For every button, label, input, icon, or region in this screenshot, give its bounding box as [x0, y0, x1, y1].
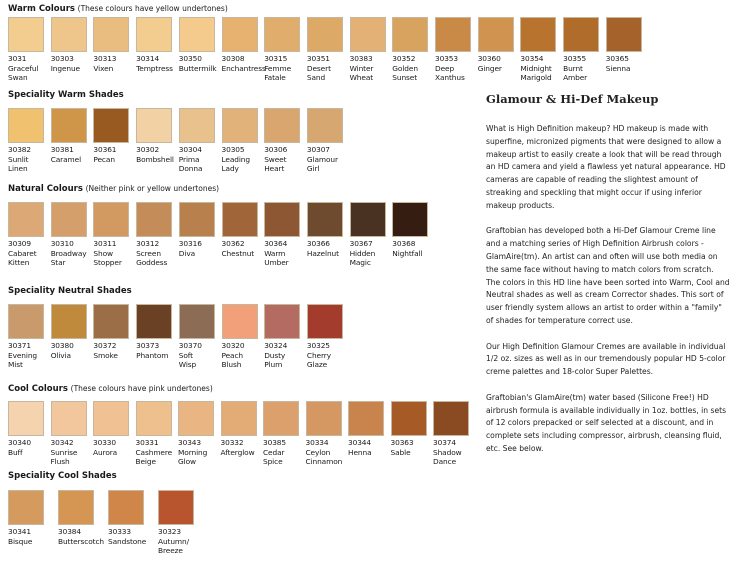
swatch-label	[307, 341, 359, 370]
swatch-chip	[222, 17, 258, 52]
swatch-chip	[222, 108, 258, 143]
swatch-name: Glamour Girl	[306, 154, 338, 174]
color-swatch	[93, 401, 129, 457]
swatch-chip	[392, 202, 428, 237]
swatch-chip	[8, 202, 44, 237]
swatch-code: 30351	[306, 54, 330, 63]
swatch-name: Ginger	[477, 63, 502, 73]
swatch-chip	[51, 401, 87, 436]
swatch-chip	[158, 490, 194, 525]
color-swatch	[349, 17, 386, 83]
section-heading-speciality-warm	[8, 90, 124, 100]
swatch-code: 30309	[8, 239, 32, 248]
color-swatch	[50, 401, 87, 467]
swatch-code: 30383	[349, 54, 373, 63]
color-swatch	[220, 401, 257, 457]
panel-body	[486, 123, 730, 469]
color-swatch	[392, 17, 428, 83]
swatch-code: 30342	[50, 438, 74, 447]
color-swatch	[390, 401, 427, 457]
swatch-chip	[222, 304, 258, 339]
color-swatch	[8, 108, 44, 174]
swatch-label	[8, 527, 60, 546]
swatch-chip	[520, 17, 556, 52]
swatch-name: Winter Wheat	[349, 63, 374, 83]
swatch-code: 30330	[93, 438, 117, 447]
section-heading-natural	[8, 184, 219, 194]
swatch-name: Henna	[348, 447, 372, 457]
swatch-code: 30310	[50, 239, 74, 248]
swatch-code: 30381	[50, 145, 74, 154]
swatch-chip	[478, 17, 514, 52]
swatch-code: 30365	[605, 54, 629, 63]
color-swatch	[435, 17, 471, 83]
swatch-chip	[93, 108, 129, 143]
swatch-label	[392, 239, 444, 258]
color-swatch	[264, 202, 300, 268]
swatch-name: Soft Wisp	[178, 350, 197, 370]
swatch-chip	[433, 401, 469, 436]
swatch-name: Smoke	[93, 350, 118, 360]
swatch-chip	[58, 490, 94, 525]
color-swatch	[221, 108, 258, 174]
swatch-name: Warm Umber	[264, 248, 289, 268]
swatch-code: 30302	[136, 145, 160, 154]
color-swatch	[520, 17, 556, 83]
swatch-name: Midnight Marigold	[520, 63, 552, 83]
swatch-chip	[178, 401, 214, 436]
swatch-chip	[264, 17, 300, 52]
swatch-name: Prima Donna	[178, 154, 203, 174]
swatch-code: 30331	[135, 438, 159, 447]
color-swatch	[93, 304, 129, 360]
swatch-code: 30366	[306, 239, 330, 248]
section-title: Natural Colours	[8, 184, 83, 194]
swatch-name: Caramel	[50, 154, 82, 164]
color-swatch	[93, 108, 129, 164]
swatch-chip	[51, 202, 87, 237]
swatch-chip	[108, 490, 144, 525]
swatch-code: 30334	[305, 438, 329, 447]
swatch-name: Vixen	[93, 63, 114, 73]
swatch-name: Hazelnut	[306, 248, 339, 258]
swatch-chip	[136, 108, 172, 143]
swatch-code: 30306	[264, 145, 288, 154]
swatch-name: Cabaret Kitten	[8, 248, 37, 268]
swatch-chip	[563, 17, 599, 52]
swatch-name: Autumn/ Breeze	[158, 536, 189, 556]
swatch-chip	[306, 401, 342, 436]
swatch-name: Evening Mist	[8, 350, 38, 370]
color-swatch	[135, 401, 173, 467]
section-heading-cool	[8, 384, 213, 394]
swatch-code: 30305	[221, 145, 245, 154]
swatch-code: 30361	[93, 145, 117, 154]
swatch-code: 30367	[349, 239, 373, 248]
swatch-label	[158, 527, 210, 556]
swatch-name: Sienna	[605, 63, 631, 73]
swatch-chip	[93, 401, 129, 436]
swatch-name: Hidden Magic	[349, 248, 376, 268]
color-swatch	[58, 490, 105, 546]
swatch-chip	[93, 17, 129, 52]
swatch-label	[307, 145, 359, 174]
swatch-code: 30384	[58, 527, 82, 536]
color-swatch	[136, 108, 174, 164]
color-swatch	[264, 304, 300, 370]
swatch-code: 30316	[178, 239, 202, 248]
color-swatch	[8, 304, 44, 370]
swatch-code: 30364	[264, 239, 288, 248]
swatch-chip	[350, 17, 386, 52]
swatch-code: 30374	[433, 438, 457, 447]
swatch-code: 30362	[221, 239, 245, 248]
swatch-chip	[263, 401, 299, 436]
color-swatch	[263, 401, 299, 467]
swatch-chip	[307, 304, 343, 339]
color-swatch	[349, 202, 386, 268]
swatch-code: 30352	[392, 54, 416, 63]
swatch-name: Leading Lady	[221, 154, 250, 174]
swatch-name: Screen Goddess	[136, 248, 168, 268]
swatch-label	[606, 54, 658, 73]
swatch-chip	[8, 490, 44, 525]
color-swatch	[221, 202, 258, 258]
swatch-chip	[606, 17, 642, 52]
section-heading-warm	[8, 4, 228, 14]
swatch-name: Ceylon Cinnamon	[305, 447, 343, 467]
section-title: Speciality Warm Shades	[8, 90, 124, 100]
swatch-chip	[221, 401, 257, 436]
color-swatch	[305, 401, 343, 467]
swatch-name: Phantom	[136, 350, 169, 360]
swatch-chip	[8, 108, 44, 143]
swatch-code: 30308	[221, 54, 245, 63]
color-swatch	[563, 17, 599, 83]
swatch-name: Temptress	[136, 63, 173, 73]
swatch-name: Desert Sand	[306, 63, 331, 83]
section-heading-speciality-cool	[8, 471, 117, 481]
swatch-name: Graceful Swan	[8, 63, 39, 83]
swatch-name: Golden Sunset	[392, 63, 418, 83]
swatch-chip	[391, 401, 427, 436]
swatch-name: Sunrise Flush	[50, 447, 78, 467]
color-swatch	[306, 304, 343, 370]
panel-paragraph: What is High Definition makeup? HD makeup is made with superfine, micronized pigments that were designed to allow a makeup artist to easily create a look that will be read through an HD camera and yield a flawless yet natural appearance. HD cameras are capable of reading the slightest amount of streaking and speckling that might occur if using inferior makeup products.	[486, 124, 726, 210]
swatch-name: Broadway Star	[50, 248, 87, 268]
swatch-code: 30340	[8, 438, 32, 447]
swatch-code: 30368	[392, 239, 416, 248]
color-swatch	[178, 401, 214, 467]
swatch-chip	[307, 108, 343, 143]
swatch-name: Cherry Glaze	[306, 350, 332, 370]
swatch-code: 30341	[8, 527, 32, 536]
section-title: Warm Colours	[8, 4, 75, 14]
swatch-code: 30344	[348, 438, 372, 447]
swatch-code: 30312	[136, 239, 160, 248]
swatch-name: Aurora	[93, 447, 118, 457]
swatch-name: Cashmere Beige	[135, 447, 173, 467]
swatch-chip	[179, 304, 215, 339]
swatch-code: 30325	[306, 341, 330, 350]
color-swatch	[306, 17, 343, 83]
color-swatch	[136, 304, 172, 360]
color-swatch	[8, 401, 44, 457]
swatch-name: Burnt Amber	[563, 63, 588, 83]
section-title: Speciality Cool Shades	[8, 471, 117, 481]
swatch-code: 30320	[221, 341, 245, 350]
swatch-code: 30373	[136, 341, 160, 350]
swatch-name: Enchantress	[221, 63, 266, 73]
swatch-chip	[136, 17, 172, 52]
swatch-code: 30333	[108, 527, 132, 536]
swatch-chip	[8, 304, 44, 339]
panel-title: Glamour & Hi-Def Makeup	[486, 92, 659, 106]
swatch-chip	[264, 304, 300, 339]
swatch-code: 30313	[93, 54, 117, 63]
section-note: (These colours have pink undertones)	[70, 384, 213, 393]
swatch-code: 30363	[390, 438, 414, 447]
swatch-chip	[264, 202, 300, 237]
section-heading-speciality-neutral	[8, 286, 132, 296]
section-note: (Neither pink or yellow undertones)	[85, 184, 220, 193]
swatch-code: 30350	[178, 54, 202, 63]
swatch-chip	[307, 202, 343, 237]
swatch-chip	[222, 202, 258, 237]
color-swatch	[306, 202, 343, 258]
swatch-chip	[435, 17, 471, 52]
swatch-chip	[392, 17, 428, 52]
swatch-name: Nightfall	[392, 248, 423, 258]
swatch-code: 30332	[220, 438, 244, 447]
swatch-code: 30370	[178, 341, 202, 350]
color-swatch	[93, 202, 129, 268]
color-swatch	[50, 304, 87, 360]
color-swatch	[392, 202, 428, 258]
swatch-name: Dusty Plum	[264, 350, 286, 370]
swatch-name: Sweet Heart	[264, 154, 287, 174]
color-swatch	[221, 17, 266, 73]
swatch-name: Ingenue	[50, 63, 81, 73]
swatch-code: 30323	[158, 527, 182, 536]
swatch-name: Deep Xanthus	[435, 63, 465, 83]
swatch-chip	[51, 17, 87, 52]
swatch-name: Cedar Spice	[263, 447, 285, 467]
swatch-name: Butterscotch	[58, 536, 105, 546]
swatch-name: Peach Blush	[221, 350, 244, 370]
swatch-code: 30307	[306, 145, 330, 154]
swatch-name: Sable	[390, 447, 411, 457]
swatch-code: 30360	[477, 54, 501, 63]
section-title: Speciality Neutral Shades	[8, 286, 132, 296]
color-swatch	[264, 17, 300, 83]
swatch-code: 30385	[263, 438, 287, 447]
swatch-code: 30324	[264, 341, 288, 350]
swatch-chip	[93, 202, 129, 237]
swatch-name: Sunlit Linen	[8, 154, 29, 174]
swatch-chip	[348, 401, 384, 436]
swatch-code: 30355	[563, 54, 587, 63]
swatch-code: 30314	[136, 54, 160, 63]
swatch-name: Olivia	[50, 350, 71, 360]
swatch-code: 3031	[8, 54, 27, 63]
color-swatch	[264, 108, 300, 174]
color-swatch	[178, 304, 215, 370]
swatch-chip	[136, 202, 172, 237]
swatch-chip	[350, 202, 386, 237]
color-swatch	[50, 17, 87, 73]
swatch-code: 30372	[93, 341, 117, 350]
color-swatch	[108, 490, 147, 546]
color-swatch	[178, 108, 215, 174]
swatch-code: 30353	[435, 54, 459, 63]
panel-paragraph: Graftobian's GlamAire(tm) water based (Silicone Free!) HD airbrush formula is available individually in 1oz. bottles, in sets of 12 colors prepacked or self selected at a discount, and in complete sets including compressor, airbrush, cleansing fluid, etc. See below.	[486, 392, 727, 453]
swatch-name: Bisque	[8, 536, 33, 546]
swatch-chip	[264, 108, 300, 143]
color-swatch	[50, 108, 87, 164]
swatch-chip	[8, 17, 44, 52]
swatch-chip	[51, 108, 87, 143]
swatch-name: Femme Fatale	[264, 63, 292, 83]
swatch-code: 30354	[520, 54, 544, 63]
section-title: Cool Colours	[8, 384, 68, 394]
swatch-code: 30303	[50, 54, 74, 63]
color-swatch	[50, 202, 87, 268]
color-swatch	[158, 490, 194, 556]
swatch-chip	[179, 202, 215, 237]
color-swatch	[8, 202, 44, 268]
color-swatch	[93, 17, 129, 73]
color-swatch	[348, 401, 384, 457]
swatch-chip	[51, 304, 87, 339]
swatch-label	[58, 527, 110, 546]
swatch-name: Pecan	[93, 154, 115, 164]
swatch-code: 30371	[8, 341, 32, 350]
swatch-label	[108, 527, 160, 546]
swatch-chip	[136, 401, 172, 436]
swatch-name: Buttermilk	[178, 63, 217, 73]
color-swatch	[178, 202, 215, 258]
color-swatch	[178, 17, 217, 73]
color-swatch	[433, 401, 469, 467]
swatch-code: 30380	[50, 341, 74, 350]
color-swatch	[477, 17, 514, 73]
color-swatch	[221, 304, 258, 370]
swatch-name: Diva	[178, 248, 196, 258]
swatch-chip	[136, 304, 172, 339]
swatch-chip	[307, 17, 343, 52]
color-swatch	[136, 202, 172, 268]
panel-paragraph: Graftobian has developed both a Hi-Def Glamour Creme line and a matching series of High Definition Airbrush colors - GlamAire(tm). An artist can and often will use both media on the same face without having to match colors from scratch. The colors in this HD line have been sorted into Warm, Cool and Neutral shades as well as cream Corrector shades. This sort of user friendly system allows an artist to order within a "family" of shades for temperature correct use.	[486, 226, 730, 325]
swatch-name: Show Stopper	[93, 248, 122, 268]
swatch-name: Buff	[8, 447, 23, 457]
swatch-chip	[179, 108, 215, 143]
swatch-name: Afterglow	[220, 447, 255, 457]
swatch-name: Chestnut	[221, 248, 255, 258]
swatch-chip	[8, 401, 44, 436]
swatch-label	[433, 438, 485, 467]
swatch-code: 30315	[264, 54, 288, 63]
swatch-name: Sandstone	[108, 536, 147, 546]
color-swatch	[8, 17, 44, 83]
color-swatch	[605, 17, 642, 73]
color-swatch	[306, 108, 343, 174]
panel-paragraph: Our High Definition Glamour Cremes are available in individual 1/2 oz. sizes as well as in our tremendously popular HD 5-color creme palettes and 18-color Super Palettes.	[486, 341, 726, 377]
swatch-name: Bombshell	[136, 154, 174, 164]
swatch-name: Shadow Dance	[433, 447, 462, 467]
color-swatch	[8, 490, 44, 546]
swatch-code: 30304	[178, 145, 202, 154]
swatch-name: Morning Glow	[178, 447, 208, 467]
swatch-chip	[179, 17, 215, 52]
swatch-code: 30343	[178, 438, 202, 447]
color-swatch	[136, 17, 173, 73]
swatch-chip	[93, 304, 129, 339]
swatch-code: 30311	[93, 239, 117, 248]
section-note: (These colours have yellow undertones)	[77, 4, 228, 13]
swatch-code: 30382	[8, 145, 32, 154]
